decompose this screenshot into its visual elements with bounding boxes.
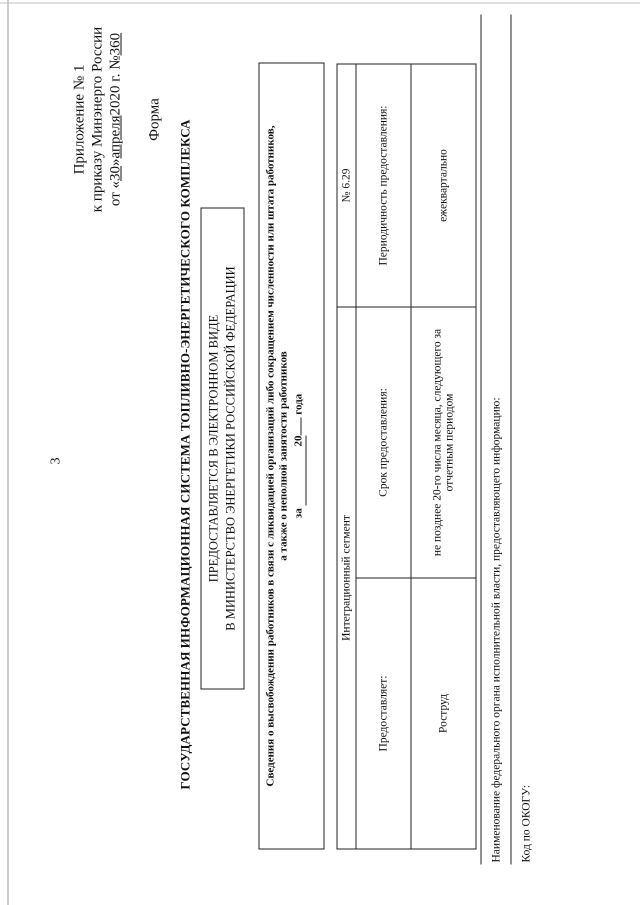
okogu-label: Код по ОКОГУ: — [520, 784, 533, 863]
appendix-date-mid: » — [107, 158, 124, 166]
separator-line-top — [481, 15, 482, 865]
header-provider: Предоставляет: — [356, 578, 411, 849]
appendix-year: 2020 г. № — [107, 55, 124, 116]
period-year: года — [292, 393, 305, 415]
segment-label: Интеграционный сегмент — [337, 307, 356, 849]
header-deadline: Срок предоставления: — [356, 307, 411, 578]
appendix-day: 30 — [107, 165, 124, 181]
period-20: 20 — [292, 435, 305, 447]
header-frequency: Периодичность предоставления: — [356, 64, 411, 307]
value-frequency: ежеквартально — [411, 64, 476, 307]
appendix-month: апреля — [107, 115, 124, 159]
value-row — [411, 64, 476, 849]
submission-line2: В МИНИСТЕРСТВО ЭНЕРГЕТИКИ РОССИЙСКОЙ ФЕДЕРАЦИИ — [223, 266, 238, 631]
appendix-order-number: 360 — [107, 32, 124, 56]
rotated-document-sheet — [1, 0, 640, 905]
appendix-block — [71, 25, 125, 215]
submission-line1: ПРЕДОСТАВЛЯЕТСЯ В ЭЛЕКТРОННОМ ВИДЕ — [206, 314, 221, 583]
report-title-box — [259, 63, 325, 850]
header-row — [356, 64, 411, 849]
value-deadline: не позднее 20-го числа месяца, следующего за отчетным периодом — [411, 307, 476, 578]
info-table — [337, 64, 477, 850]
page-number: 3 — [48, 457, 64, 465]
value-provider: Роструд — [411, 578, 476, 849]
report-title-line2: а также о неполной занятости работников — [277, 351, 290, 561]
appendix-date-prefix: от « — [107, 180, 124, 207]
appendix-line1: Приложение № 1 — [71, 64, 88, 175]
period-year-blank[interactable] — [301, 418, 302, 436]
system-title: ГОСУДАРСТВЕННАЯ ИНФОРМАЦИОННАЯ СИСТЕМА ТОПЛИВНО-ЭНЕРГЕТИЧЕСКОГО КОМПЛЕКСА — [177, 119, 193, 790]
segment-row — [337, 64, 356, 849]
report-title-line1: Сведения о высвобождении работников в связи с ликвидацией организаций либо сокращением численности или штата работников, — [264, 125, 277, 787]
report-period — [293, 64, 307, 849]
appendix-line2: к приказу Минэнерго России — [89, 26, 106, 213]
appendix-line3 — [107, 25, 125, 215]
segment-number: № 6.29 — [337, 64, 356, 307]
period-for: за — [292, 508, 305, 519]
period-blank[interactable] — [293, 436, 307, 506]
separator-line-bottom — [511, 15, 512, 865]
federal-authority-label: Наименование федерального органа исполнительной власти, предоставляющего информацию: — [490, 397, 503, 863]
form-label: Форма — [146, 98, 163, 141]
submission-box — [201, 208, 245, 690]
